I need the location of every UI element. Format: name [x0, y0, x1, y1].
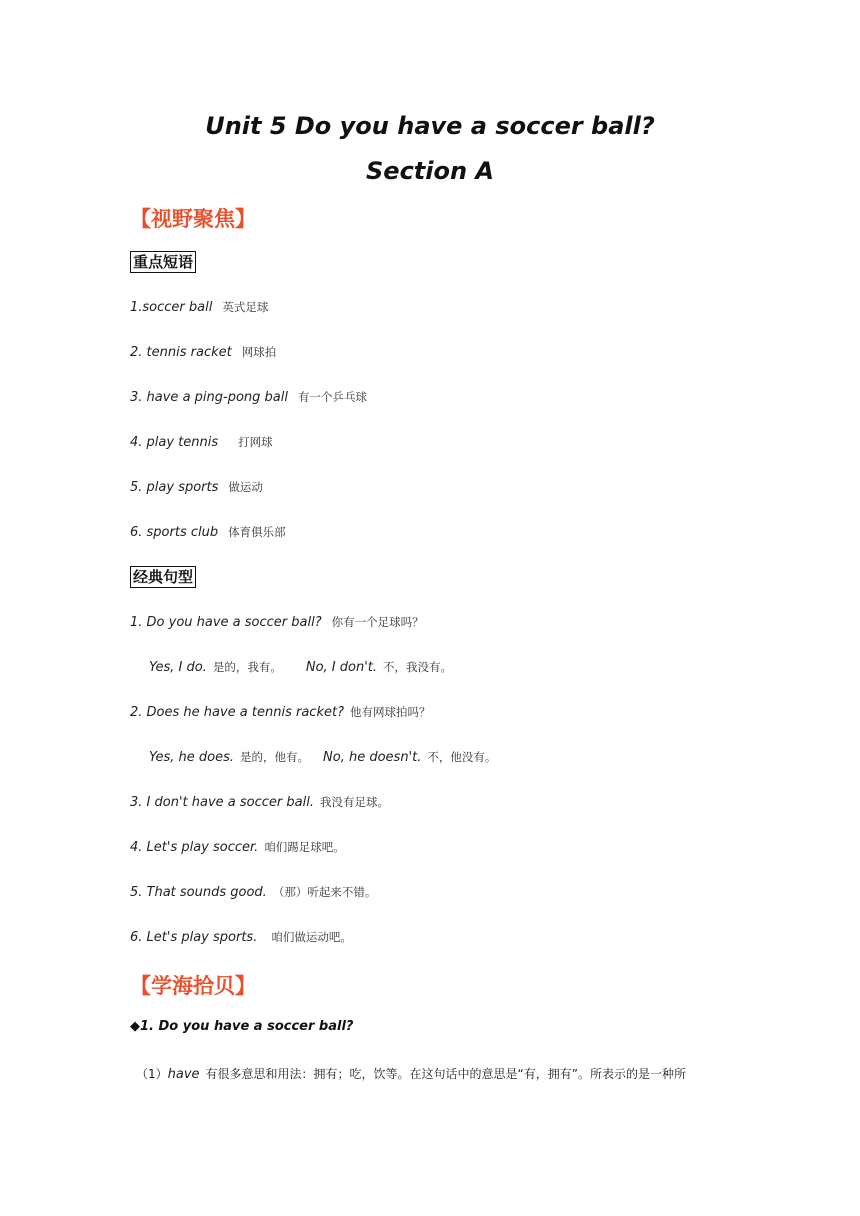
phrases-heading: 重点短语	[130, 251, 196, 273]
phrase-item: 1.soccer ball 英式足球	[130, 300, 269, 315]
page-subtitle: Section A	[366, 157, 494, 185]
phrase-item: 4. play tennis 打网球	[130, 435, 273, 450]
sentence-item: 4. Let's play soccer. 咱们踢足球吧。	[130, 840, 345, 855]
sentences-heading: 经典句型	[130, 566, 196, 588]
sentence-item: 5. That sounds good. （那）听起来不错。	[130, 885, 377, 900]
section-heading-focus: 【视野聚焦】	[130, 207, 256, 231]
sentence-item: 1. Do you have a soccer ball? 你有一个足球吗？	[130, 615, 424, 630]
phrase-item: 2. tennis racket 网球拍	[130, 345, 277, 360]
note-paragraph: （1）have 有很多意思和用法：拥有；吃，饮等。在这句话中的意思是“有，拥有”。所表示的是一种所	[136, 1067, 686, 1082]
sentence-answer: Yes, he does. 是的，他有。 No, he doesn't. 不，他没有。	[149, 750, 497, 765]
sentence-answer: Yes, I do. 是的，我有。 No, I don't. 不，我没有。	[149, 660, 453, 675]
phrase-item: 5. play sports 做运动	[130, 480, 263, 495]
sentence-item: 6. Let's play sports. 咱们做运动吧。	[130, 930, 352, 945]
sentence-item: 3. I don't have a soccer ball. 我没有足球。	[130, 795, 389, 810]
section-heading-notes: 【学海拾贝】	[130, 974, 256, 998]
phrase-item: 6. sports club 体育俱乐部	[130, 525, 286, 540]
sentence-item: 2. Does he have a tennis racket? 他有网球拍吗？	[130, 705, 431, 720]
phrase-item: 3. have a ping-pong ball 有一个乒乓球	[130, 390, 367, 405]
page-title: Unit 5 Do you have a soccer ball?	[205, 112, 655, 140]
note-item-heading: ◆1. Do you have a soccer ball?	[130, 1019, 354, 1034]
